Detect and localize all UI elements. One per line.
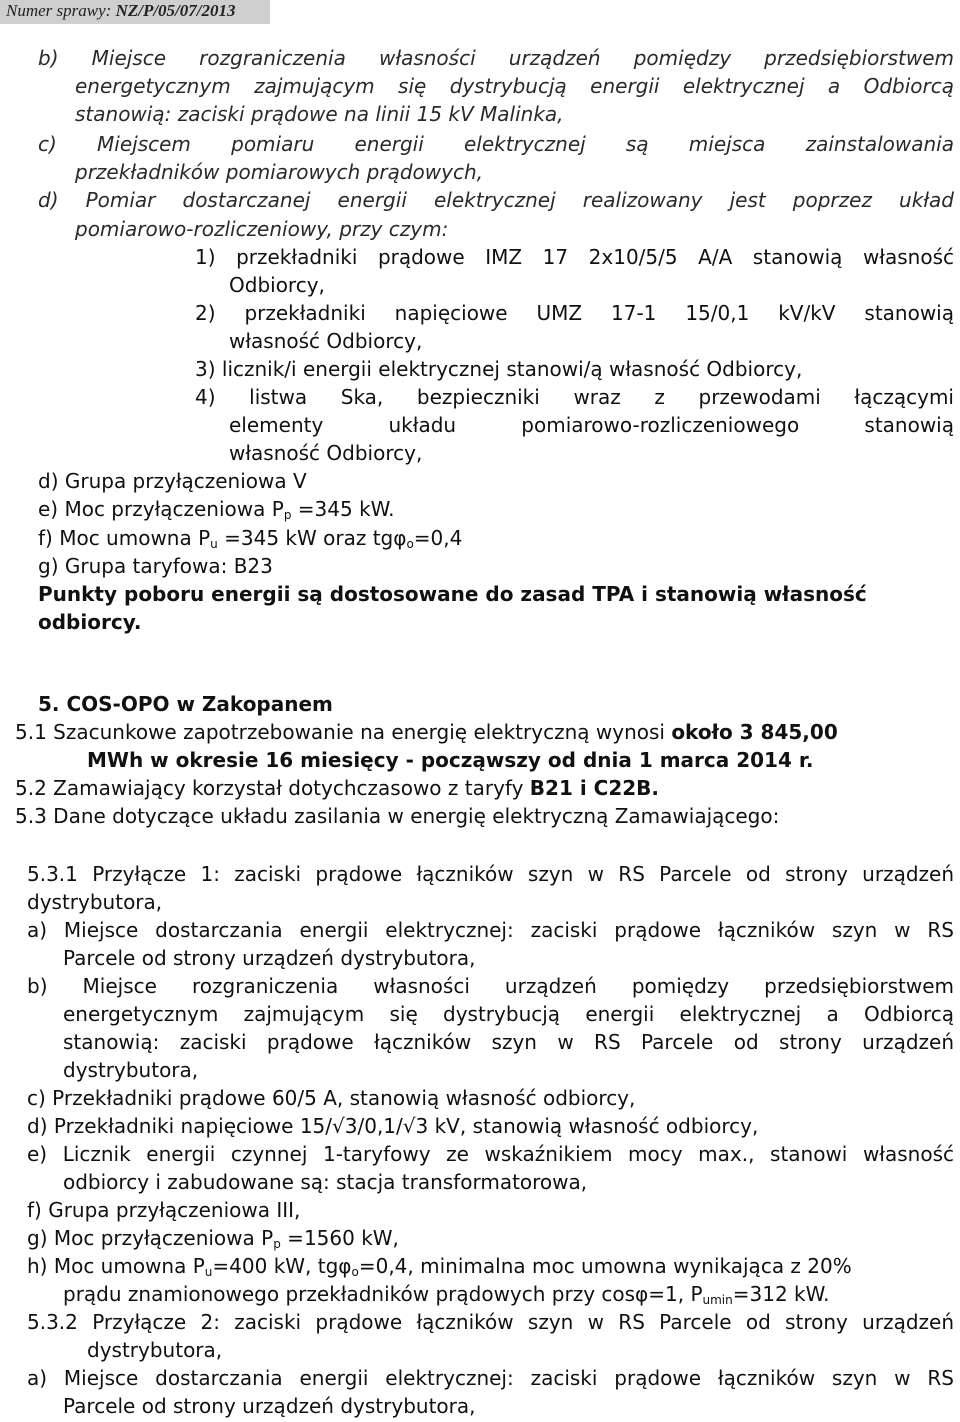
text-run: =312 kW. bbox=[732, 1282, 830, 1306]
text-line: f) Grupa przyłączeniowa III, bbox=[27, 1198, 301, 1222]
text-line: c) Przekładniki prądowe 60/5 A, stanowią własność odbiorcy, bbox=[27, 1086, 636, 1110]
text-run: =345 kW oraz tgφ bbox=[217, 526, 407, 550]
text-line: elementy układu pomiarowo-rozliczeniowego stanowią bbox=[229, 413, 954, 437]
text-line: MWh w okresie 16 miesięcy - począwszy od dnia 1 marca 2014 r. bbox=[87, 748, 814, 772]
case-number-label: Numer sprawy: bbox=[6, 1, 112, 20]
text-run: g) Moc przyłączeniowa P bbox=[27, 1226, 274, 1250]
text-line bbox=[15, 718, 838, 746]
text-line: 3) licznik/i energii elektrycznej stanowi/ą własność Odbiorcy, bbox=[195, 357, 803, 381]
case-number-text bbox=[6, 1, 236, 21]
text-line: b) Miejsce rozgraniczenia własności urządzeń pomiędzy przedsiębiorstwem bbox=[27, 974, 954, 998]
text-line bbox=[38, 524, 462, 552]
text-line: przekładników pomiarowych prądowych, bbox=[75, 160, 483, 184]
text-line: c) Miejscem pomiaru energii elektrycznej są miejsca zainstalowania bbox=[38, 132, 954, 156]
text-line: dystrybutora, bbox=[87, 1338, 223, 1362]
text-run: f) Moc umowna P bbox=[38, 526, 211, 550]
text-run: =400 kW, tgφ bbox=[212, 1254, 352, 1278]
text-run: e) Moc przyłączeniowa P bbox=[38, 497, 284, 521]
subscript: o bbox=[351, 1265, 359, 1279]
subscript: o bbox=[406, 537, 414, 551]
text-line: 5.3.1 Przyłącze 1: zaciski prądowe łączników szyn w RS Parcele od strony urządzeń bbox=[27, 862, 954, 886]
subscript: u bbox=[204, 1265, 213, 1279]
text-run: =345 kW. bbox=[291, 497, 395, 521]
text-line: energetycznym zajmującym się dystrybucją energii elektrycznej a Odbiorcą bbox=[63, 1002, 954, 1026]
text-run: h) Moc umowna P bbox=[27, 1254, 205, 1278]
text-line: własność Odbiorcy, bbox=[229, 329, 423, 353]
subscript: p bbox=[273, 1237, 281, 1251]
case-number-header bbox=[0, 0, 270, 24]
text-line: stanowią: zaciski prądowe łączników szyn w RS Parcele od strony urządzeń bbox=[63, 1030, 954, 1054]
text-run: prądu znamionowego przekładników prądowych przy cosφ=1, P bbox=[63, 1282, 703, 1306]
text-line: dystrybutora, bbox=[27, 890, 163, 914]
text-run: =0,4 bbox=[413, 526, 463, 550]
text-line: energetycznym zajmującym się dystrybucją energii elektrycznej a Odbiorcą bbox=[75, 74, 954, 98]
text-line: odbiorcy i zabudowane są: stacja transformatorowa, bbox=[63, 1170, 588, 1194]
text-line bbox=[63, 1280, 829, 1308]
text-line: 1) przekładniki prądowe IMZ 17 2x10/5/5 A/A stanowią własność bbox=[195, 245, 954, 269]
text-line bbox=[27, 1252, 852, 1280]
subscript: p bbox=[283, 508, 292, 522]
text-line: odbiorcy. bbox=[38, 610, 142, 634]
text-line: 5.3 Dane dotyczące układu zasilania w energię elektryczną Zamawiającego: bbox=[15, 804, 780, 828]
text-line bbox=[38, 495, 395, 523]
text-line: pomiarowo-rozliczeniowy, przy czym: bbox=[75, 217, 449, 241]
text-line: a) Miejsce dostarczania energii elektrycznej: zaciski prądowe łączników szyn w RS bbox=[27, 1366, 954, 1390]
text-line: Parcele od strony urządzeń dystrybutora, bbox=[63, 946, 476, 970]
case-number-value: NZ/P/05/07/2013 bbox=[115, 1, 236, 20]
bold-run: około 3 845,00 bbox=[671, 720, 838, 744]
bold-run: B21 i C22B. bbox=[529, 776, 660, 800]
text-run: =1560 kW, bbox=[280, 1226, 399, 1250]
text-run: 5.2 Zamawiający korzystał dotychczasowo z taryfy bbox=[15, 776, 530, 800]
text-line: 5.3.2 Przyłącze 2: zaciski prądowe łączników szyn w RS Parcele od strony urządzeń bbox=[27, 1310, 954, 1334]
text-line bbox=[15, 774, 659, 802]
text-line: Odbiorcy, bbox=[229, 273, 325, 297]
text-line: d) Pomiar dostarczanej energii elektrycznej realizowany jest poprzez układ bbox=[38, 188, 954, 212]
subscript: u bbox=[210, 537, 218, 551]
text-line: własność Odbiorcy, bbox=[229, 441, 423, 465]
text-line: 5. COS-OPO w Zakopanem bbox=[38, 692, 333, 716]
text-line: a) Miejsce dostarczania energii elektrycznej: zaciski prądowe łączników szyn w RS bbox=[27, 918, 954, 942]
text-line: d) Przekładniki napięciowe 15/√3/0,1/√3 kV, stanowią własność odbiorcy, bbox=[27, 1114, 759, 1138]
text-line bbox=[27, 1224, 399, 1252]
text-line: g) Grupa taryfowa: B23 bbox=[38, 554, 273, 578]
subscript: umin bbox=[702, 1293, 733, 1307]
text-line: dystrybutora, bbox=[63, 1058, 199, 1082]
text-line: Punkty poboru energii są dostosowane do zasad TPA i stanowią własność bbox=[38, 582, 867, 606]
text-line: b) Miejsce rozgraniczenia własności urządzeń pomiędzy przedsiębiorstwem bbox=[38, 46, 954, 70]
text-line: 4) listwa Ska, bezpieczniki wraz z przewodami łączącymi bbox=[195, 385, 954, 409]
text-line: Parcele od strony urządzeń dystrybutora, bbox=[63, 1394, 476, 1418]
text-line: 2) przekładniki napięciowe UMZ 17-1 15/0,1 kV/kV stanowią bbox=[195, 301, 954, 325]
text-run: =0,4, minimalna moc umowna wynikająca z 20% bbox=[358, 1254, 852, 1278]
text-run: 5.1 Szacunkowe zapotrzebowanie na energię elektryczną wynosi bbox=[15, 720, 672, 744]
text-line: d) Grupa przyłączeniowa V bbox=[38, 469, 307, 493]
text-line: e) Licznik energii czynnej 1-taryfowy ze wskaźnikiem mocy max., stanowi własność bbox=[27, 1142, 954, 1166]
text-line: stanowią: zaciski prądowe na linii 15 kV Malinka, bbox=[75, 102, 564, 126]
